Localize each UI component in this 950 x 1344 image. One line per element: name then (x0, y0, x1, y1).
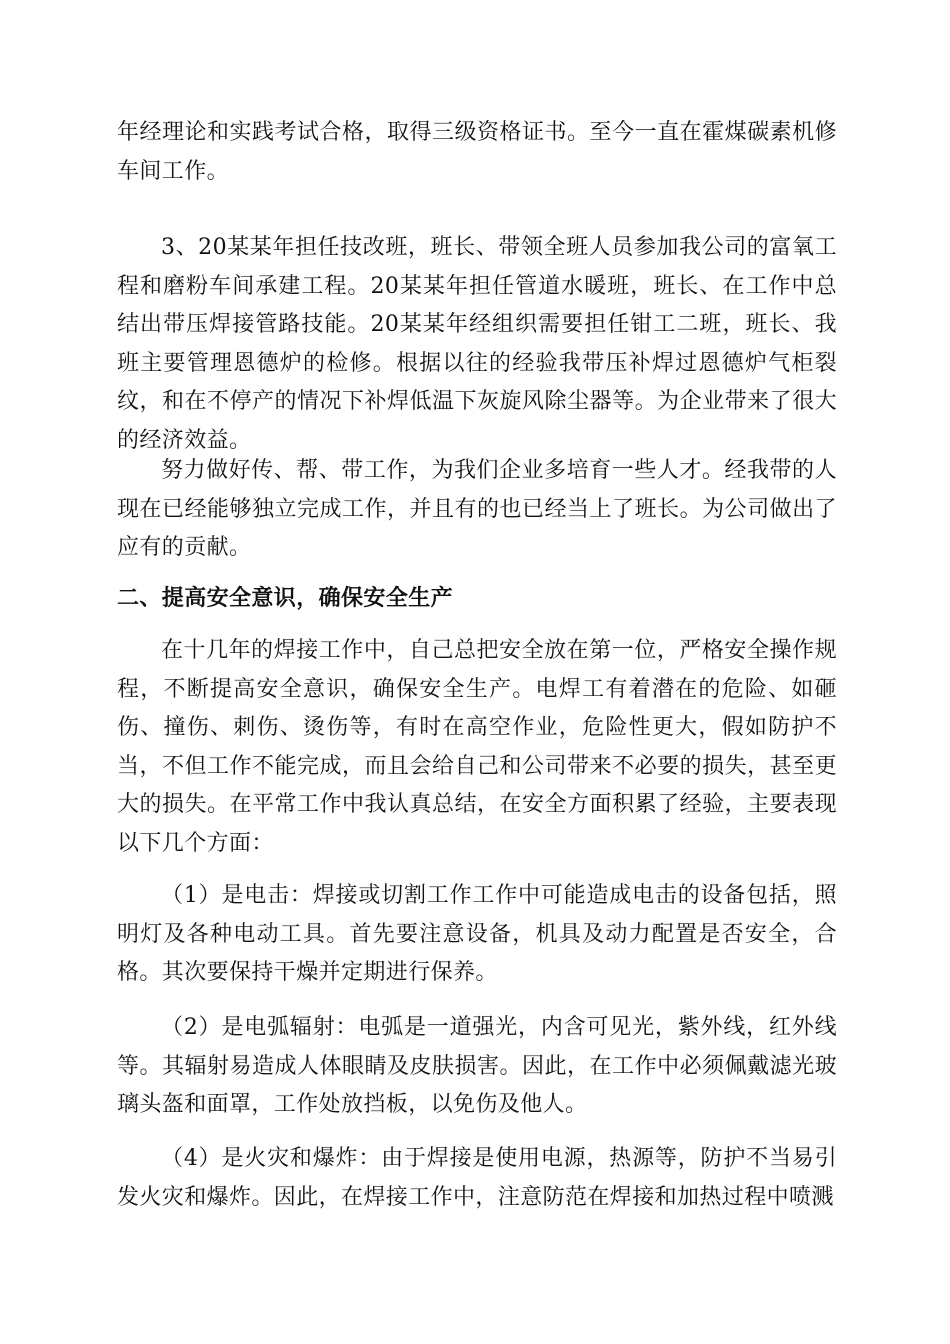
section-heading-safety: 二、提高安全意识，确保安全生产 (117, 586, 454, 611)
paragraph-team-leader-experience: 3、20某某年担任技改班，班长、带领全班人员参加我公司的富氧工程和磨粉车间承建工程。20某某年担任管道水暖班，班长、在工作中总结出带压焊接管路技能。20某某年经组织需要担任钳工二班，班长、我班主要管理恩德炉的检修。根据以往的经验我带压补焊过恩德炉气柜裂纹，和在不停产的情况下补焊低温下灰旋风除尘器等。为企业带来了很大的经济效益。 (117, 235, 837, 453)
paragraph-fire-explosion: （4）是火灾和爆炸：由于焊接是使用电源，热源等，防护不当易引发火灾和爆炸。因此，在焊接工作中，注意防范在焊接和加热过程中喷溅 (117, 1146, 837, 1210)
paragraph-arc-radiation: （2）是电弧辐射：电弧是一道强光，内含可见光，紫外线，红外线等。其辐射易造成人体眼睛及皮肤损害。因此，在工作中必须佩戴滤光玻璃头盔和面罩，工作处放挡板，以免伤及他人。 (117, 1015, 837, 1117)
paragraph-electric-shock: （1）是电击：焊接或切割工作工作中可能造成电击的设备包括，照明灯及各种电动工具。首先要注意设备，机具及动力配置是否安全，合格。其次要保持干燥并定期进行保养。 (117, 883, 837, 985)
paragraph-mentoring: 努力做好传、帮、带工作，为我们企业多培育一些人才。经我带的人现在已经能够独立完成工作，并且有的也已经当上了班长。为公司做出了应有的贡献。 (117, 458, 837, 560)
paragraph-safety-intro: 在十几年的焊接工作中，自己总把安全放在第一位，严格安全操作规程，不断提高安全意识，确保安全生产。电焊工有着潜在的危险、如砸伤、撞伤、刺伤、烫伤等，有时在高空作业，危险性更大，假如防护不当，不但工作不能完成，而且会给自己和公司带来不必要的损失，甚至更大的损失。在平常工作中我认真总结，在安全方面积累了经验，主要表现以下几个方面： (117, 638, 837, 856)
paragraph-certificate-continuation: 年经理论和实践考试合格，取得三级资格证书。至今一直在霍煤碳素机修车间工作。 (117, 120, 837, 184)
